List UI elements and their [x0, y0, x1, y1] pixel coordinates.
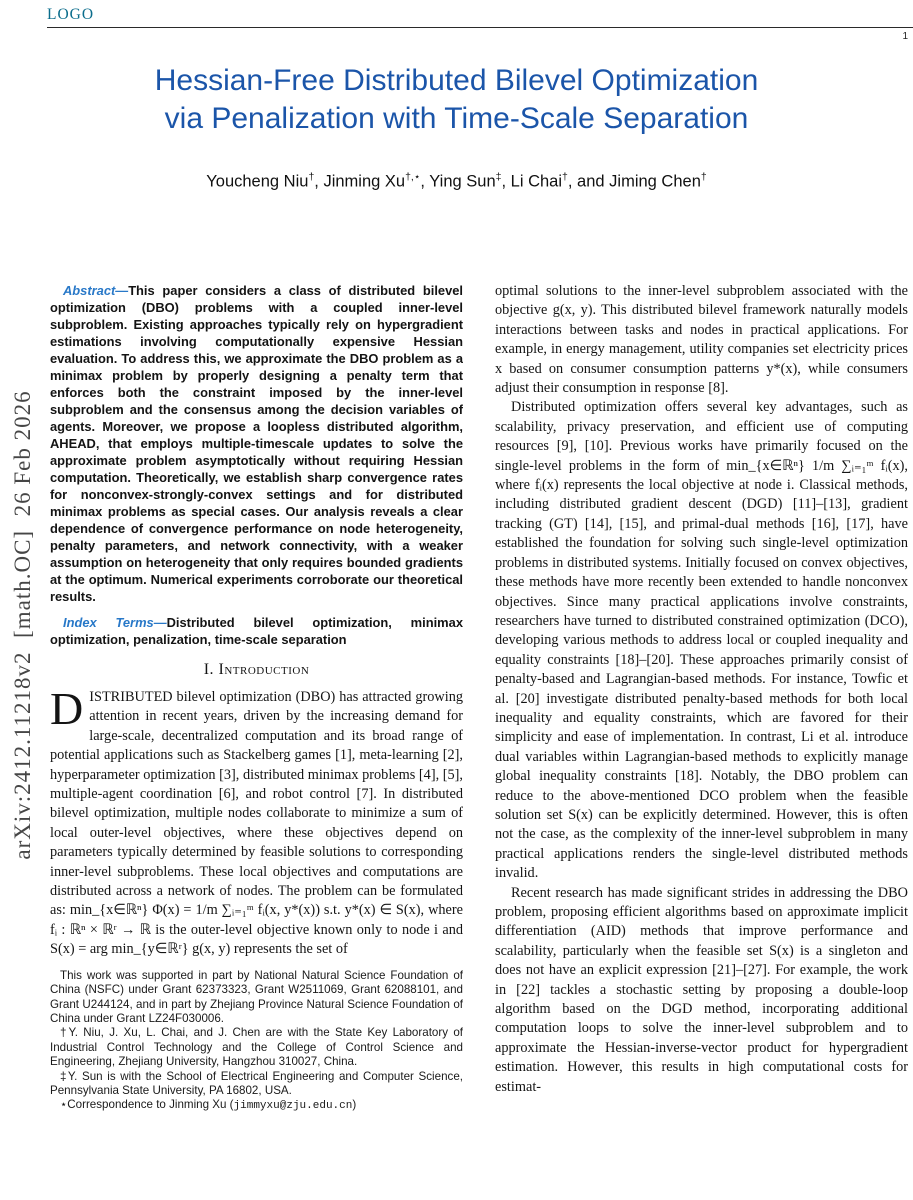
section-heading-introduction: I. Introduction	[203, 661, 310, 678]
author-affiliation-marker: ‡	[495, 171, 502, 183]
index-terms-label: Index Terms—	[63, 615, 167, 630]
right-column	[495, 282, 908, 1200]
correspondence-suffix: )	[352, 1098, 357, 1112]
dropcap-letter: D	[50, 683, 84, 734]
author-affiliation-marker: †	[562, 171, 568, 183]
footnote-funding: This work was supported in part by National Natural Science Foundation of China (NSFC) under Grant 62373323, Grant W2511069, Grant 62088101, and Grant U244124, and in part by Zhejiang Province Natural Science Foundation of China under Grant LZ24F030006.	[50, 968, 463, 1025]
author-affiliation-marker: †,⋆	[405, 171, 421, 183]
paper-title	[70, 62, 843, 138]
author-name: , and Jiming Chen	[567, 172, 701, 191]
header-rule	[47, 27, 913, 28]
footnote-affiliation-1: †Y. Niu, J. Xu, L. Chai, and J. Chen are with the State Key Laboratory of Industrial Control Technology and the College of Control Science and Engineering, Zhejiang University, Hangzhou 310027, China.	[50, 1026, 463, 1069]
correspondence-email: jimmyxu@zju.edu.cn	[233, 1100, 353, 1113]
author-name: , Jinming Xu	[314, 172, 406, 191]
abstract-text: This paper considers a class of distributed bilevel optimization (DBO) problems with a coupled inner-level subproblem. Existing approaches typically rely on hypergradient estimations involving computationally expensive Hessian evaluation. To address this, we approximate the DBO problem as a minimax problem by properly designing a penalty term that enforces both the constraint imposed by the inner-level subproblem and the consensus among the decision variables of agents. Moreover, we propose a loopless distributed algorithm, AHEAD, that employs multiple-timescale updates to solve the approximate problem asymptotically without requiring Hessian computation. Theoretically, we establish sharp convergence rates for nonconvex-strongly-convex settings and for distributed minimax problems as special cases. Our analysis reveals a clear dependence of convergence performance on node heterogeneity, penalty parameters, and network connectivity, with a weaker assumption on heterogeneity that only requires bounded gradients at the optimum. Numerical experiments corroborate our theoretical results.	[50, 283, 463, 604]
paper-title-line-1: Hessian-Free Distributed Bilevel Optimization	[154, 64, 759, 97]
abstract-paragraph	[50, 282, 463, 605]
body-paragraph-3: Recent research has made significant strides in addressing the DBO problem, proposing efficient algorithms based on approximate implicit differentiation (AID) methods that improve performance and scalability, particularly when the feasible set S(x) is a singleton and does not have an explicit expression [21]–[27]. For example, the work in [22] tackles a stochastic setting by proposing a double-loop algorithm based on the DGD method, incorporating additional computation loops to solve the inner-level subproblem and to approximate the Hessian-inverse-vector product for hypergradient estimation. However, this results in high computational costs for estimat-	[495, 884, 908, 1095]
journal-logo: LOGO	[47, 6, 95, 23]
index-terms-paragraph	[50, 614, 463, 648]
footnote-affiliation-2: ‡Y. Sun is with the School of Electrical Engineering and Computer Science, Pennsylvania State University, PA 16802, USA.	[50, 1069, 463, 1097]
page-number: 1	[902, 31, 908, 42]
footnotes-block	[50, 969, 463, 1114]
body-paragraph-1: optimal solutions to the inner-level subproblem associated with the objective g(x, y). This distributed bilevel framework naturally models interactions between tasks and nodes in practical applications. For example, in energy management, utility companies set electricity prices x based on consumer consumption patterns y*(x), while consumers adjust their consumption in response [8].	[495, 283, 908, 397]
paper-title-line-2: via Penalization with Time-Scale Separation	[164, 102, 749, 135]
abstract-label: Abstract—	[63, 283, 129, 298]
author-name: , Ying Sun	[420, 172, 496, 191]
correspondence-prefix: ⋆Correspondence to Jinming Xu (	[60, 1098, 234, 1112]
intro-paragraph	[50, 683, 463, 960]
left-column	[50, 282, 463, 1200]
intro-paragraph-text: ISTRIBUTED bilevel optimization (DBO) has attracted growing attention in recent years, driven by the increasing demand for large-scale, decentralized computation and its broad range of potential applications such as Stackelberg games [1], meta-learning [2], hyperparameter optimization [3], distributed minimax problems [4], [5], multiple-agent coordination [6], and robot control [7]. In distributed bilevel optimization, multiple nodes collaborate to minimize a sum of local outer-level objectives, where these objectives depend on parameters typically determined by feasible solutions to corresponding inner-level subproblems. These local objectives and computations are distributed across a network of nodes. The problem can be formulated as: min_{x∈ℝⁿ} Φ(x) = 1/m ∑ᵢ₌₁ᵐ fᵢ(x, y*(x)) s.t. y*(x) ∈ S(x), where fᵢ : ℝⁿ × ℝʳ → ℝ is the outer-level objective known only to node i and S(x) = arg min_{y∈ℝʳ} g(x, y) represents the set of	[50, 689, 463, 958]
body-paragraph-2: Distributed optimization offers several key advantages, such as scalability, privacy preservation, and efficient use of computing resources [9], [10]. Previous works have primarily focused on the single-level problems in the form of min_{x∈ℝⁿ} 1/m ∑ᵢ₌₁ᵐ fᵢ(x), where fᵢ(x) represents the local objective at node i. Classical methods, including distributed gradient descent (DGD) [11]–[13], gradient tracking (GT) [14], [15], and primal-dual methods [16], [17], have established the foundation for solving such single-level optimization problems in distributed systems. Initially focused on convex objectives, these methods have more recently been extended to handle nonconvex objectives. Since many practical applications involve constraints, researchers have turned to distributed constrained optimization (DCO), developing various methods to address local or coupled inequality and equality constraints [18]–[20]. These approaches primarily consist of penalty-based and Lagrangian-based methods. For instance, Towfic et al. [20] investigate distributed penalty-based methods for both local inequality and equality constraints, which are favored for their simplicity and ease of implementation. In contrast, Li et al. introduce dual variables within Lagrangian-based methods to explicitly manage global inequality constraints [18]. Notably, the DBO problem can reduce to the above-mentioned DCO problem when the feasible solution set S(x) can be explicitly determined. However, this is often not the case, as the complexity of the inner-level subproblem in many practical applications renders the single-level distributed methods invalid.	[495, 399, 908, 882]
author-affiliation-marker: †	[700, 171, 707, 183]
footnote-correspondence	[50, 1098, 463, 1113]
index-terms-text: Distributed bilevel optimization, minimax optimization, penalization, time-scale separation	[50, 615, 463, 647]
author-list	[0, 171, 913, 192]
author-affiliation-marker: †	[308, 171, 315, 183]
author-name: , Li Chai	[501, 172, 563, 191]
author-name: Youcheng Niu	[206, 172, 309, 191]
arxiv-stamp: arXiv:2412.11218v2 [math.OC] 26 Feb 2026	[10, 390, 35, 860]
